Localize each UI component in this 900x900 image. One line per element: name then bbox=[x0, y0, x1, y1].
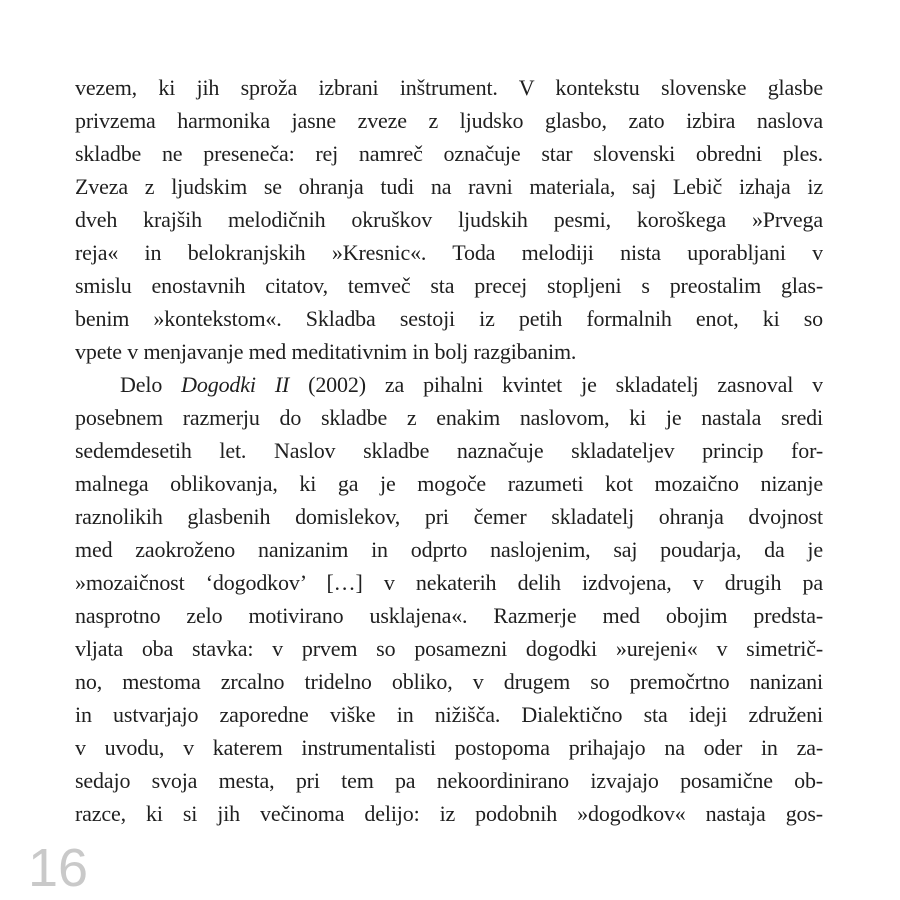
text-block bbox=[75, 71, 823, 830]
text-line bbox=[75, 764, 823, 797]
text-line bbox=[75, 566, 823, 599]
text-segment: Zveza z ljudskim se ohranja tudi na ravni materiala, saj Lebič izhaja iz bbox=[75, 174, 823, 199]
text-line bbox=[75, 236, 823, 269]
text-segment: razce, ki si jih večinoma delijo: iz podobnih »dogodkov« nastaja gos- bbox=[75, 801, 823, 826]
text-line bbox=[75, 665, 823, 698]
text-line bbox=[75, 599, 823, 632]
text-segment: Delo bbox=[120, 372, 182, 397]
text-line bbox=[75, 71, 823, 104]
text-segment: (2002) za pihalni kvintet je skladatelj zasnoval v bbox=[289, 372, 823, 397]
text-line bbox=[75, 434, 823, 467]
text-segment: reja« in belokranjskih »Kresnic«. Toda melodiji nista uporabljani v bbox=[75, 240, 823, 265]
text-line bbox=[75, 797, 823, 830]
italic-work-title: Dogodki II bbox=[181, 372, 290, 397]
text-line bbox=[75, 368, 823, 401]
text-segment: nasprotno zelo motivirano usklajena«. Razmerje med obojim predsta- bbox=[75, 603, 823, 628]
text-segment: no, mestoma zrcalno tridelno obliko, v drugem so premočrtno nanizani bbox=[75, 669, 823, 694]
text-line bbox=[75, 401, 823, 434]
text-line bbox=[75, 731, 823, 764]
text-line bbox=[75, 269, 823, 302]
text-segment: v uvodu, v katerem instrumentalisti postopoma prihajajo na oder in za- bbox=[75, 735, 823, 760]
text-segment: med zaokroženo nanizanim in odprto naslojenim, saj poudarja, da je bbox=[75, 537, 823, 562]
text-segment: raznolikih glasbenih domislekov, pri čemer skladatelj ohranja dvojnost bbox=[75, 504, 823, 529]
text-line bbox=[75, 698, 823, 731]
text-segment: benim »kontekstom«. Skladba sestoji iz petih formalnih enot, ki so bbox=[75, 306, 823, 331]
text-segment: dveh krajših melodičnih okruškov ljudskih pesmi, koroškega »Prvega bbox=[75, 207, 823, 232]
text-segment: sedajo svoja mesta, pri tem pa nekoordinirano izvajajo posamične ob- bbox=[75, 768, 823, 793]
text-line bbox=[75, 467, 823, 500]
text-line bbox=[75, 170, 823, 203]
text-segment: malnega oblikovanja, ki ga je mogoče razumeti kot mozaično nizanje bbox=[75, 471, 823, 496]
text-segment: smislu enostavnih citatov, temveč sta precej stopljeni s preostalim glas- bbox=[75, 273, 823, 298]
text-line bbox=[75, 302, 823, 335]
text-segment: vpete v menjavanje med meditativnim in bolj razgibanim. bbox=[75, 339, 577, 364]
text-segment: posebnem razmerju do skladbe z enakim naslovom, ki je nastala sredi bbox=[75, 405, 823, 430]
text-segment: skladbe ne preseneča: rej namreč označuje star slovenski obredni ples. bbox=[75, 141, 823, 166]
text-line bbox=[75, 104, 823, 137]
text-segment: sedemdesetih let. Naslov skladbe naznačuje skladateljev princip for- bbox=[75, 438, 823, 463]
text-segment: »mozaičnost ‘dogodkov’ […] v nekaterih delih izdvojena, v drugih pa bbox=[75, 570, 823, 595]
text-segment: vljata oba stavka: v prvem so posamezni dogodki »urejeni« v simetrič- bbox=[75, 636, 823, 661]
text-segment: in ustvarjajo zaporedne viške in nižišča. Dialektično sta ideji združeni bbox=[75, 702, 823, 727]
text-segment: privzema harmonika jasne zveze z ljudsko glasbo, zato izbira naslova bbox=[75, 108, 823, 133]
text-line bbox=[75, 203, 823, 236]
text-segment: vezem, ki jih sproža izbrani inštrument. V kontekstu slovenske glasbe bbox=[75, 75, 823, 100]
text-line bbox=[75, 137, 823, 170]
text-line bbox=[75, 500, 823, 533]
text-line bbox=[75, 632, 823, 665]
page-number: 16 bbox=[28, 838, 89, 898]
text-line bbox=[75, 533, 823, 566]
text-line bbox=[75, 335, 823, 368]
